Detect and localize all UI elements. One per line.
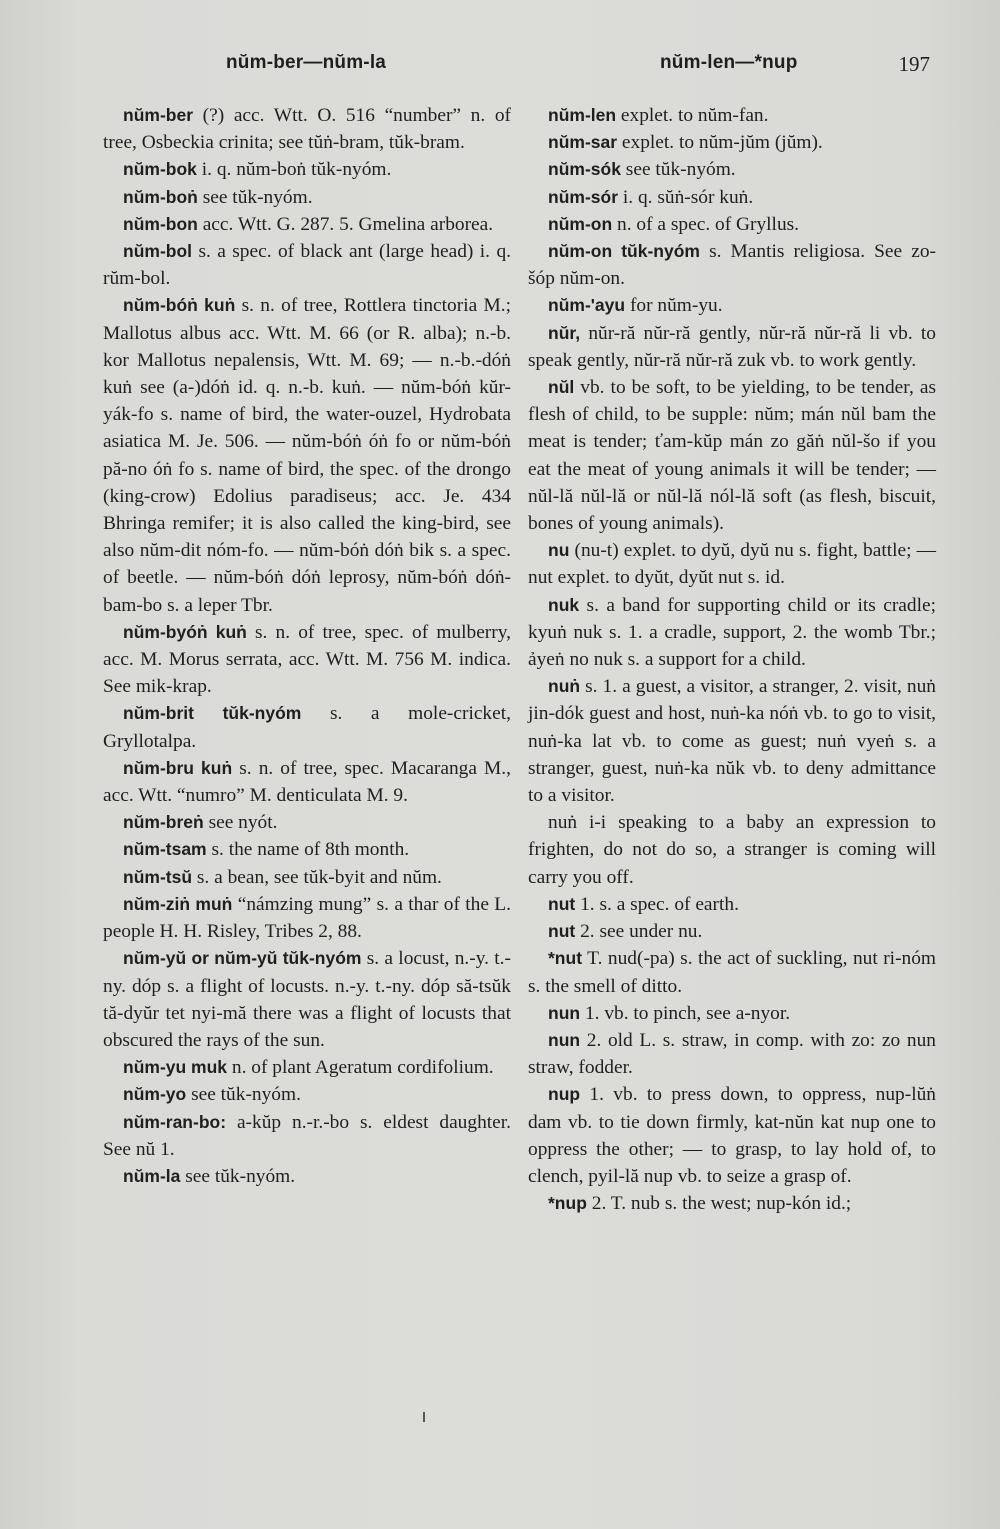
dictionary-entry (103, 211, 511, 238)
entry-definition: nuṅ i-i speaking to a baby an expression to frighten, do not do so, a stranger is coming will carry you off. (528, 812, 936, 888)
entry-headword: nŭm-breṅ (123, 812, 204, 833)
dictionary-entry (528, 211, 936, 238)
entry-definition: i. q. sŭṅ-sór kuṅ. (622, 186, 754, 208)
running-head (0, 52, 1000, 92)
entry-headword: nŭm-la (123, 1165, 181, 1186)
entry-definition: see tŭk-nyóm. (202, 186, 313, 208)
dictionary-entry (528, 320, 936, 374)
dictionary-entry (103, 156, 511, 183)
entry-definition: see tŭk-nyóm. (191, 1084, 301, 1106)
dictionary-entry (528, 918, 936, 945)
entry-definition: s. a spec. of black ant (large head) i. q. rŭm-bol. (103, 241, 511, 290)
entry-definition: s. Mantis religiosa. See zo-šóp nŭm-on. (528, 241, 936, 290)
entry-headword: nŭm-sór (548, 186, 618, 207)
entry-headword: nŭm-yo (123, 1084, 187, 1105)
entry-headword: nut (548, 921, 576, 942)
dictionary-entry (528, 292, 936, 319)
entry-definition: n. of a spec. of Gryllus. (617, 213, 800, 235)
dictionary-entry (103, 1163, 511, 1190)
entry-headword: nuṅ (548, 676, 581, 697)
entry-headword: nŭm-bol (123, 241, 193, 262)
entry-definition: 1. vb. to pinch, see a-nyor. (584, 1002, 791, 1024)
entry-definition: n. of plant Ageratum cordifolium. (231, 1057, 494, 1079)
dictionary-entry (528, 374, 936, 537)
running-head-left: nŭm-ber—nŭm-la (226, 52, 387, 73)
entry-definition: s. 1. a guest, a visitor, a stranger, 2. visit, nuṅ jin-dók guest and host, nuṅ-ka nóṅ vb. to go to visit, nuṅ-ka lat vb. to come as guest; nuṅ vyeṅ s. a stranger, guest, nuṅ-ka nŭk vb. to deny admittance to a visitor. (528, 676, 936, 807)
dictionary-entry (528, 102, 936, 129)
entry-definition: “námzing mung” s. a thar of the L. people H. H. Risley, Tribes 2, 88. (103, 893, 511, 943)
dictionary-entry (528, 891, 936, 918)
entry-headword: nŭm-ran-bo: (123, 1111, 227, 1132)
ink-mark (423, 1412, 425, 1422)
dictionary-entry (528, 592, 936, 674)
dictionary-entry (103, 102, 511, 156)
dictionary-entry (528, 184, 936, 211)
entry-headword: nŭr, (548, 322, 581, 343)
dictionary-entry (103, 700, 511, 754)
dictionary-entry (103, 1054, 511, 1081)
dictionary-entry (103, 809, 511, 836)
entry-definition: (nu-t) explet. to dyŭ, dyŭ nu s. fight, battle; — nut explet. to dyŭt, dyŭt nut s. id. (528, 540, 936, 589)
entry-definition: s. a bean, see tŭk-byit and nŭm. (196, 866, 442, 888)
entry-headword: nŭm-bóṅ kuṅ (123, 295, 236, 316)
dictionary-entry (528, 673, 936, 809)
entry-definition: s. n. of tree, spec. Macaranga M., acc. Wtt. “numro” M. denticulata M. 9. (103, 757, 511, 807)
entry-headword: nŭm-tsŭ (123, 866, 193, 887)
entry-headword: nŭm-sók (548, 159, 621, 180)
dictionary-entry (103, 238, 511, 292)
entry-headword: nŭm-ziṅ muṅ (123, 893, 233, 914)
dictionary-entry (528, 1190, 936, 1217)
entry-headword: nut (548, 893, 576, 914)
entry-headword: nŭm-on tŭk-nyóm (548, 241, 700, 262)
entry-headword: nŭm-yu muk (123, 1057, 228, 1078)
entry-headword: nŭm-ber (123, 105, 193, 125)
dictionary-entry (103, 619, 511, 701)
right-column (528, 102, 936, 1217)
dictionary-entry (528, 129, 936, 156)
entry-definition: acc. Wtt. G. 287. 5. Gmelina arborea. (202, 213, 494, 235)
entry-headword: nŭm-boṅ (123, 186, 198, 207)
dictionary-entry (528, 1000, 936, 1027)
dictionary-entry (103, 1109, 511, 1163)
running-head-right: nŭm-len—*nup (660, 52, 798, 73)
dictionary-entry (528, 809, 936, 891)
entry-definition: 2. T. nub s. the west; nup-kón id.; (591, 1193, 852, 1215)
entry-definition: T. nud(-pa) s. the act of suckling, nut ri-nóm s. the smell of ditto. (528, 948, 936, 997)
entry-definition: see nyót. (208, 812, 278, 834)
dictionary-entry (103, 184, 511, 211)
dictionary-entry (103, 864, 511, 891)
dictionary-entry (528, 1027, 936, 1081)
entry-definition: explet. to nŭm-jŭm (jŭm). (621, 132, 823, 154)
entry-definition: s. a mole-cricket, Gryllotalpa. (103, 703, 511, 752)
entry-definition: see tŭk-nyóm. (185, 1165, 296, 1187)
entry-definition: a-kŭp n.-r.-bo s. eldest daughter. See nŭ 1. (103, 1111, 511, 1160)
entry-headword: nuk (548, 594, 580, 615)
dictionary-entry (103, 1081, 511, 1108)
entry-headword: nŭm-'ayu (548, 295, 626, 316)
entry-definition: 2. old L. s. straw, in comp. with zo: zo nun straw, fodder. (528, 1029, 936, 1079)
entry-definition: (?) acc. Wtt. O. 516 “number” n. of tree, Osbeckia crinita; see tŭṅ-bram, tŭk-bram. (103, 105, 511, 154)
entry-definition: vb. to be soft, to be yielding, to be tender, as flesh of child, to be supple: nŭm; mán nŭl bam the meat is tender; ťam-kŭp mán zo găṅ nŭl-šo if you eat the meat of young animals it will be tender; — nŭl-lă nŭl-lă or nŭl-lă nól-lă soft (as flesh, biscuit, bones of young animals). (528, 377, 936, 535)
entry-headword: nun (548, 1029, 581, 1050)
entry-headword: nŭm-brit tŭk-nyóm (123, 703, 302, 724)
entry-definition: s. a band for supporting child or its cradle; kyuṅ nuk s. 1. a cradle, support, 2. the womb Tbr.; ảyeṅ no nuk s. a support for a child. (528, 594, 936, 671)
entry-headword: nŭm-len (548, 105, 617, 125)
dictionary-entry (528, 238, 936, 292)
dictionary-entry (528, 537, 936, 591)
entry-definition: explet. to nŭm-fan. (620, 105, 769, 126)
entry-definition: i. q. nŭm-boṅ tŭk-nyóm. (201, 159, 392, 181)
entry-headword: nŭm-byóṅ kuṅ (123, 621, 247, 642)
entry-definition: s. a locust, n.-y. t.-ny. dóp s. a flight of locusts. n.-y. t.-ny. dóp să-tsŭk tă-dyŭr tet nyi-mă there was a flight of locusts that obscured the rays of the sun. (103, 948, 511, 1051)
entry-definition: see tŭk-nyóm. (625, 159, 736, 181)
dictionary-entry (103, 836, 511, 863)
entry-headword: nŭm-tsam (123, 839, 207, 860)
entry-definition: s. n. of tree, Rottlera tinctoria M.; Mallotus albus acc. Wtt. M. 66 (or R. alba); n.-b. kor Mallotus nepalensis, Wtt. M. 69; — n.-b.-dóṅ kuṅ see (a-)dóṅ id. q. n.-b. kuṅ. — nŭm-bóṅ kŭr-yák-fo s. name of bird, the water-ouzel, Hydrobata asiatica M. Je. 506. — nŭm-bóṅ óṅ fo or nŭm-bóṅ pă-no óṅ fo s. name of bird, the spec. of the drongo (king-crow) Edolius paradiseus; acc. Je. 434 Bhringa remifer; it is also called the king-bird, see also nŭm-dit nóm-fo. — nŭm-bóṅ dóṅ bik s. a spec. of beetle. — nŭm-bóṅ dóṅ leprosy, nŭm-bóṅ dóṅ-bam-bo s. a leper Tbr. (103, 295, 511, 616)
dictionary-entry (528, 1081, 936, 1190)
dictionary-entry (103, 891, 511, 945)
dictionary-entry (528, 156, 936, 183)
entry-headword: nu (548, 540, 570, 561)
entry-headword: nun (548, 1002, 581, 1023)
entry-headword: nŭm-yŭ or nŭm-yŭ tŭk-nyóm (123, 948, 362, 969)
page-number: 197 (898, 52, 930, 76)
dictionary-entry (528, 945, 936, 999)
entry-headword: nŭl (548, 377, 575, 398)
entry-definition: s. the name of 8th month. (211, 839, 410, 861)
entry-headword: nŭm-bon (123, 213, 198, 234)
entry-headword: nŭm-bok (123, 159, 197, 180)
entry-headword: *nup (548, 1193, 587, 1214)
entry-headword: nŭm-on (548, 213, 613, 234)
entry-headword: nŭm-sar (548, 132, 618, 153)
dictionary-entry (103, 945, 511, 1054)
dictionary-entry (103, 292, 511, 618)
entry-definition: for nŭm-yu. (629, 295, 723, 317)
dictionary-entry (103, 755, 511, 809)
entry-headword: *nut (548, 948, 583, 969)
left-column (103, 102, 511, 1190)
entry-definition: 1. s. a spec. of earth. (580, 893, 739, 915)
entry-headword: nŭm-bru kuṅ (123, 757, 233, 778)
entry-definition: 2. see under nu. (580, 921, 703, 943)
entry-headword: nup (548, 1084, 581, 1105)
entry-definition: s. n. of tree, spec. of mulberry, acc. M. Morus serrata, acc. Wtt. M. 756 M. indica. See mik-krap. (103, 621, 511, 698)
entry-definition: nŭr-ră nŭr-ră gently, nŭr-ră nŭr-ră li vb. to speak gently, nŭr-ră nŭr-ră zuk vb. to work gently. (528, 322, 936, 371)
entry-definition: 1. vb. to press down, to oppress, nup-lŭṅ dam vb. to tie down firmly, kat-nŭn kat nup one to oppress the other; — to grasp, to lay hold of, to clench, pyil-lă nup vb. to seize a grasp of. (528, 1084, 936, 1187)
